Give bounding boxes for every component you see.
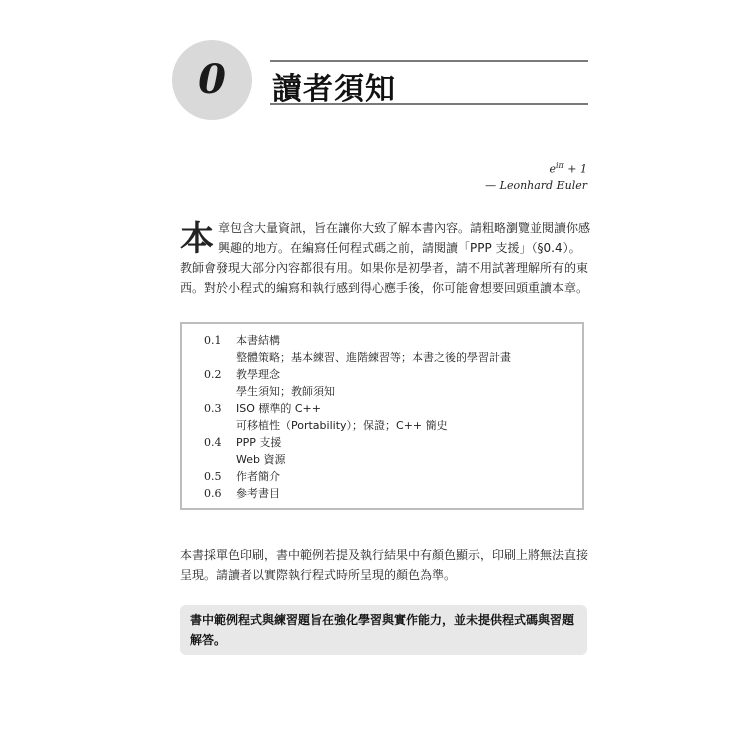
toc-row <box>182 383 582 400</box>
toc-row <box>182 485 582 502</box>
toc-section-number <box>182 383 236 400</box>
formula-rest: + 1 <box>563 162 587 176</box>
toc-row <box>182 468 582 485</box>
callout-box: 書中範例程式與練習題旨在強化學習與實作能力，並未提供程式碼與習題解答。 <box>180 605 587 655</box>
toc-section-number: 0.1 <box>204 334 222 347</box>
drop-cap: 本 <box>180 219 214 259</box>
formula-exponent: iπ <box>555 161 564 170</box>
toc-section-title: 學生須知；教師須知 <box>236 385 335 398</box>
toc-row <box>182 451 582 468</box>
title-rule-top <box>270 60 588 62</box>
toc-section-title: 參考書目 <box>236 487 280 500</box>
toc-row <box>182 366 582 383</box>
toc-section-number: 0.2 <box>204 368 222 381</box>
epigraph-attribution: — Leonhard Euler <box>485 178 587 192</box>
toc-section-title: 作者簡介 <box>236 470 280 483</box>
toc-row <box>182 417 582 434</box>
toc-section-number <box>182 417 236 434</box>
printing-note: 本書採單色印刷，書中範例若提及執行結果中有顏色顯示，印刷上將無法直接呈現。請讀者以實際執行程式時所呈現的顏色為準。 <box>180 548 589 582</box>
chapter-contents-box <box>180 322 584 510</box>
toc-section-number: 0.3 <box>204 402 222 415</box>
title-rule-bottom <box>270 103 588 105</box>
toc-section-title: 可移植性（Portability）；保證；C++ 簡史 <box>236 419 448 432</box>
toc-section-title: 教學理念 <box>236 368 280 381</box>
chapter-number: 0 <box>198 56 226 103</box>
formula-base: e <box>549 162 556 176</box>
toc-section-number <box>182 349 236 366</box>
toc-row <box>182 349 582 366</box>
intro-paragraph <box>180 218 590 298</box>
toc-row <box>182 400 582 417</box>
toc-section-number: 0.5 <box>204 470 222 483</box>
epigraph <box>485 158 587 194</box>
toc-section-number <box>182 451 236 468</box>
toc-section-number: 0.6 <box>204 487 222 500</box>
toc-row <box>182 332 582 349</box>
toc-section-number: 0.4 <box>204 436 222 449</box>
chapter-title: 讀者須知 <box>272 72 396 107</box>
toc-row <box>182 434 582 451</box>
intro-text: 章包含大量資訊，旨在讓你大致了解本書內容。請粗略瀏覽並閱讀你感興趣的地方。在編寫任何程式碼之前，請閱讀「PPP 支援」（§0.4）。教師會發現大部分內容都很有用。如果你是初學者，請不用試著理解所有的東西。對於小程式的編寫和執行感到得心應手後，你可能會想要回頭重讀本章。 <box>180 221 591 295</box>
toc-section-title: ISO 標準的 C++ <box>236 402 321 415</box>
toc-section-title: Web 資源 <box>236 453 286 466</box>
toc-section-title: 本書結構 <box>236 334 280 347</box>
toc-section-title: 整體策略；基本練習、進階練習等；本書之後的學習計畫 <box>236 351 511 364</box>
toc-section-title: PPP 支援 <box>236 436 282 449</box>
epigraph-formula <box>485 158 587 178</box>
